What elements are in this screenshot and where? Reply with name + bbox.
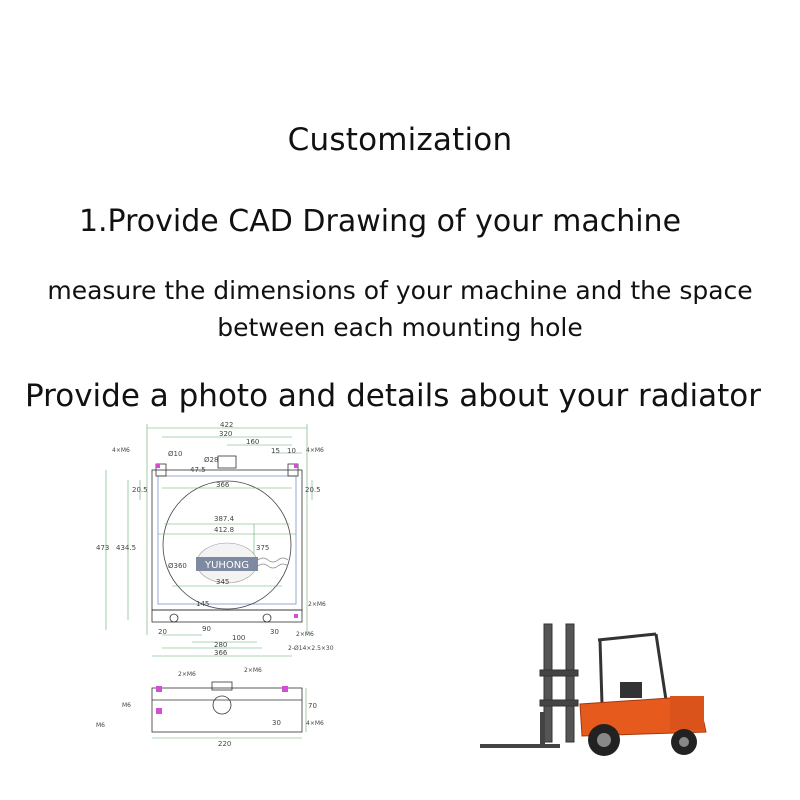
dim-280: 280 — [214, 641, 228, 649]
side-view-labels — [96, 667, 324, 748]
note-side-m6-e: 4×M6 — [306, 720, 324, 727]
dim-320: 320 — [219, 430, 233, 438]
dim-412-8: 412.8 — [214, 526, 235, 534]
forklift-counterweight — [670, 696, 704, 730]
dim-366-top: 366 — [216, 481, 230, 489]
dim-47-5: 47.5 — [190, 466, 206, 474]
note-m6-right2: 2×M6 — [296, 631, 314, 638]
dim-366-bot: 366 — [214, 649, 228, 657]
dim-145: 145 — [196, 600, 210, 608]
note-holes: 2-Ø14×2.5×30 — [288, 645, 334, 652]
dimension-labels — [96, 421, 321, 657]
dim-387-4: 387.4 — [214, 515, 235, 523]
cad-drawing — [92, 420, 362, 750]
instruction-line-2: between each mounting hole — [217, 313, 583, 342]
note-side-m6-c: M6 — [122, 702, 131, 709]
dim-028: Ø28 — [204, 456, 219, 464]
dim-220: 220 — [218, 740, 232, 748]
note-side-m6-a: 2×M6 — [178, 671, 196, 678]
dim-434-5: 434.5 — [116, 544, 137, 552]
dim-20-5-left: 20.5 — [132, 486, 148, 494]
radiator-side-view — [152, 682, 306, 738]
dim-30b: 30 — [272, 719, 281, 727]
dim-15: 15 — [271, 447, 280, 455]
dim-10: 10 — [287, 447, 296, 455]
note-m6-tr: 4×M6 — [306, 447, 324, 454]
forklift-mast — [540, 624, 578, 742]
watermark — [196, 543, 288, 583]
note-m6-right: 2×M6 — [308, 601, 326, 608]
dim-90: 90 — [202, 625, 211, 633]
photo-instruction: Provide a photo and details about your radiator — [25, 378, 761, 414]
page-title: Customization — [287, 122, 513, 158]
dim-20-bot: 20 — [158, 628, 167, 636]
note-m6-tl: 4×M6 — [112, 447, 130, 454]
note-side-m6-b: 2×M6 — [244, 667, 262, 674]
watermark-text: YUHONG — [204, 560, 250, 571]
dim-360: Ø360 — [168, 562, 187, 570]
dim-20-5-right: 20.5 — [305, 486, 321, 494]
forklift-photo — [470, 612, 720, 762]
dim-422: 422 — [220, 421, 234, 429]
dim-160: 160 — [246, 438, 260, 446]
dim-30: 30 — [270, 628, 279, 636]
dim-70: 70 — [308, 702, 317, 710]
dim-473: 473 — [96, 544, 110, 552]
step-heading: 1.Provide CAD Drawing of your machine — [78, 204, 682, 239]
dim-345: 345 — [216, 578, 230, 586]
note-side-m6-d: M6 — [96, 722, 105, 729]
dim-010: Ø10 — [168, 450, 183, 458]
forklift-seat — [620, 682, 642, 698]
dim-100: 100 — [232, 634, 246, 642]
instruction-line-1: measure the dimensions of your machine and the space — [47, 276, 753, 305]
dim-375: 375 — [256, 544, 270, 552]
